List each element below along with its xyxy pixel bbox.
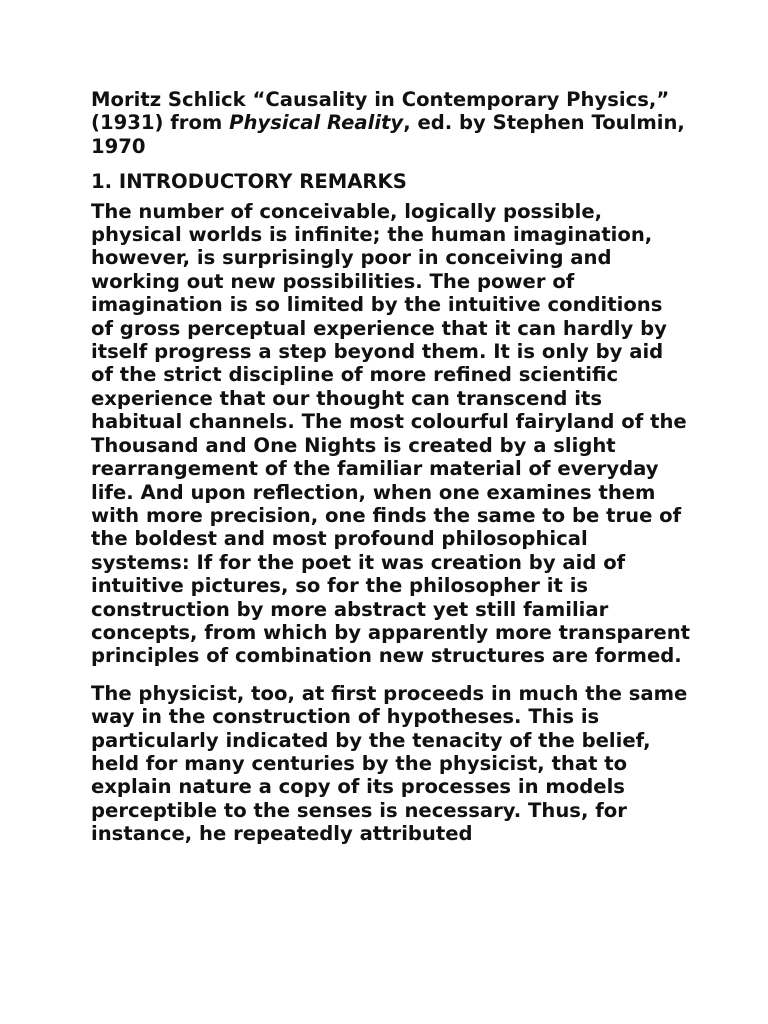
document-page bbox=[91, 88, 691, 860]
title-text-end: , ed. by Stephen Toulmin, 1970 bbox=[91, 111, 685, 158]
title-book-italic: Physical Reality bbox=[229, 111, 404, 135]
paragraph: The physicist, too, at first proceeds in much the same way in the construction of hypotheses. This is particularly indicated by the tenacity of the belief, held for many centuries by the physicist, that to explain nature a copy of its processes in models perceptible to the senses is necessary. Thus, for instance, he repeatedly attributed bbox=[91, 681, 688, 846]
title-text: Moritz Schlick “Causality in Contemporary Physics,” (1931) from bbox=[91, 88, 670, 135]
document-title bbox=[91, 88, 691, 158]
paragraph: The number of conceivable, logically possible, physical worlds is infinite; the human imagination, however, is surprisingly poor in conceiving and working out new possibilities. The power of imagination is so limited by the intuitive conditions of gross perceptual experience that it can hardly by itself progress a step beyond them. It is only by aid of the strict discipline of more refined scientific experience that our thought can transcend its habitual channels. The most colourful fairyland of the Thousand and One Nights is created by a slight rearrangement of the familiar material of everyday life. And upon reflection, when one examines them with more precision, one finds the same to be true of the boldest and most profound philosophical systems: If for the poet it was creation by aid of intuitive pictures, so for the philosopher it is construction by more abstract yet still familiar concepts, from which by apparently more transparent principles of combination new structures are formed. bbox=[91, 199, 691, 668]
section-heading: 1. INTRODUCTORY REMARKS bbox=[91, 170, 407, 194]
